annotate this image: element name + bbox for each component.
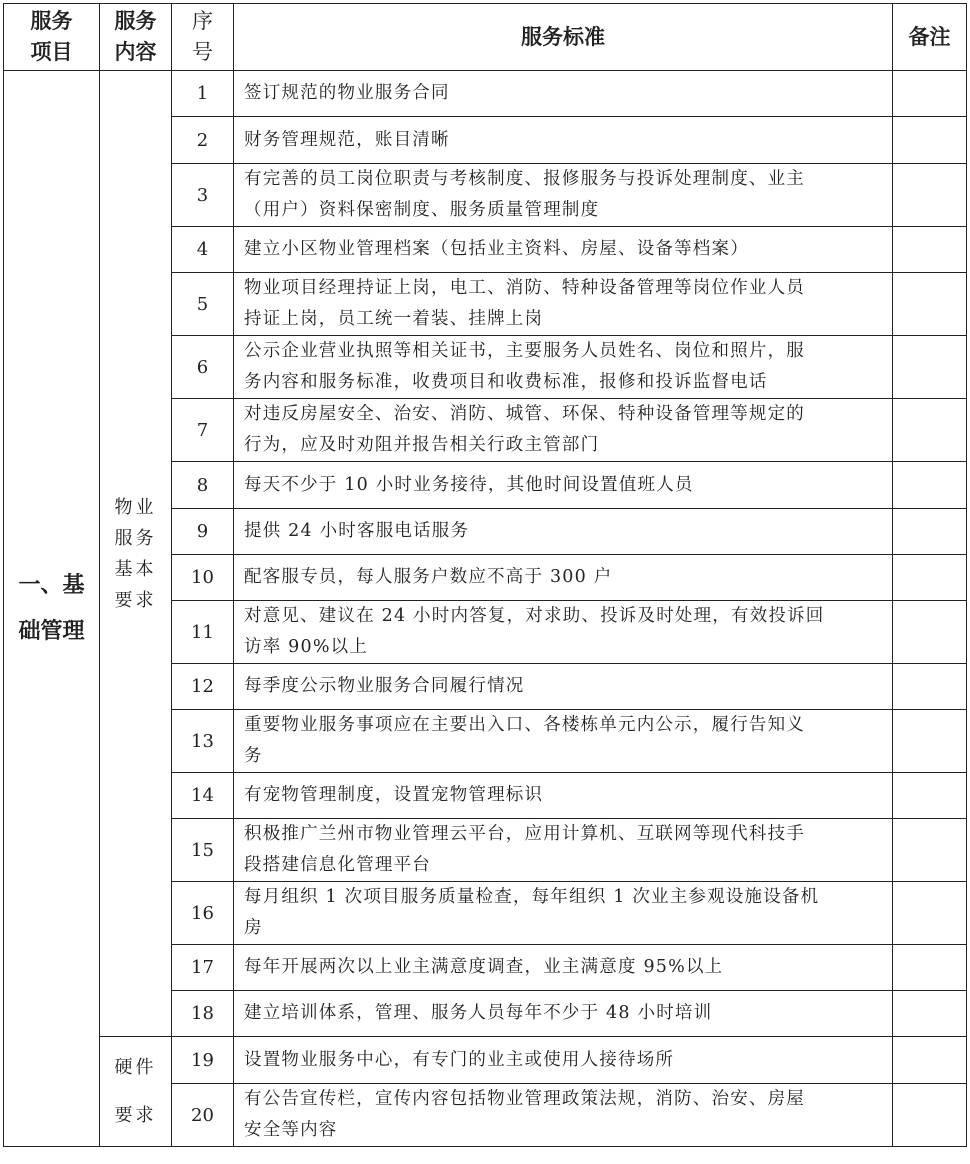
remarks-cell (893, 336, 967, 399)
row-number: 18 (172, 991, 234, 1037)
standard-text (234, 509, 893, 555)
standard-text-line: 访率 90%以上 (244, 637, 369, 657)
service-standard-table (3, 3, 967, 1147)
standard-text (234, 819, 893, 882)
row-number: 20 (172, 1084, 234, 1147)
row-number: 14 (172, 773, 234, 819)
remarks-cell (893, 819, 967, 882)
standard-text (234, 399, 893, 462)
standard-text (234, 336, 893, 399)
header-service-content-line: 服务 (114, 9, 157, 33)
standard-text-line: 签订规范的物业服务合同 (244, 83, 450, 103)
standard-text-line: 每年开展两次以上业主满意度调查，业主满意度 95%以上 (244, 957, 724, 977)
group-cell-hardware-requirements (100, 1037, 172, 1147)
standard-text-line: 有公告宣传栏，宣传内容包括物业管理政策法规，消防、治安、房屋 (244, 1089, 805, 1109)
standard-text (234, 555, 893, 601)
row-number: 3 (172, 164, 234, 227)
standard-text-line: 务 (244, 746, 263, 766)
standard-text (234, 71, 893, 117)
standard-text-line: 房 (244, 918, 263, 938)
remarks-cell (893, 773, 967, 819)
standard-text-line: 每天不少于 10 小时业务接待，其他时间设置值班人员 (244, 474, 694, 495)
remarks-cell (893, 462, 967, 509)
row-number: 6 (172, 336, 234, 399)
standard-text-line: 物业项目经理持证上岗，电工、消防、特种设备管理等岗位作业人员 (244, 278, 805, 298)
standard-text-line: 务内容和服务标准，收费项目和收费标准，报修和投诉监督电话 (244, 372, 768, 392)
header-service-standard: 服务标准 (234, 4, 893, 71)
remarks-cell (893, 164, 967, 227)
category-label: 一、基 (18, 572, 85, 598)
standard-text (234, 462, 893, 509)
table-body (4, 71, 967, 1147)
remarks-cell (893, 71, 967, 117)
standard-text-line: 对意见、建议在 24 小时内答复，对求助、投诉及时处理，有效投诉回 (244, 606, 825, 626)
remarks-cell (893, 710, 967, 773)
row-number: 2 (172, 117, 234, 164)
remarks-cell (893, 273, 967, 336)
group-label: 基本 (114, 558, 157, 580)
standard-text-line: 财务管理规范，账目清晰 (244, 129, 450, 150)
standard-text-line: 建立培训体系，管理、服务人员每年不少于 48 小时培训 (244, 1003, 713, 1023)
remarks-cell (893, 1084, 967, 1147)
standard-text-line: 重要物业服务事项应在主要出入口、各楼栋单元内公示，履行告知义 (244, 715, 805, 735)
standard-text-line: 建立小区物业管理档案（包括业主资料、房屋、设备等档案） (244, 239, 749, 259)
row-number: 16 (172, 882, 234, 945)
row-number: 12 (172, 664, 234, 710)
standard-text (234, 991, 893, 1037)
standard-text (234, 1084, 893, 1147)
group-label: 硬件 (114, 1056, 157, 1078)
remarks-cell (893, 509, 967, 555)
standard-text-line: 积极推广兰州市物业管理云平台，应用计算机、互联网等现代科技手 (244, 824, 805, 844)
standard-text-line: 每月组织 1 次项目服务质量检查，每年组织 1 次业主参观设施设备机 (244, 887, 820, 907)
standard-text (234, 1037, 893, 1084)
standard-text-line: 安全等内容 (244, 1120, 338, 1140)
remarks-cell (893, 1037, 967, 1084)
remarks-cell (893, 227, 967, 273)
remarks-cell (893, 399, 967, 462)
standard-text-line: 段搭建信息化管理平台 (244, 855, 431, 875)
standard-text-line: 公示企业营业执照等相关证书，主要服务人员姓名、岗位和照片，服 (244, 341, 805, 361)
standard-text (234, 117, 893, 164)
header-service-content (100, 4, 172, 71)
standard-text (234, 273, 893, 336)
standard-text-line: 持证上岗，员工统一着装、挂牌上岗 (244, 309, 544, 329)
remarks-cell (893, 882, 967, 945)
standard-text (234, 227, 893, 273)
row-number: 15 (172, 819, 234, 882)
remarks-cell (893, 555, 967, 601)
standard-text (234, 773, 893, 819)
row-number: 7 (172, 399, 234, 462)
header-row (4, 4, 967, 71)
header-service-item-line: 项目 (30, 40, 73, 64)
row-number: 9 (172, 509, 234, 555)
standard-text-line: 有完善的员工岗位职责与考核制度、报修服务与投诉处理制度、业主 (244, 169, 805, 189)
group-label: 服务 (114, 527, 157, 549)
header-service-item (4, 4, 100, 71)
row-number: 11 (172, 601, 234, 664)
standard-text-line: （用户）资料保密制度、服务质量管理制度 (244, 200, 600, 220)
header-remarks: 备注 (893, 4, 967, 71)
standard-text (234, 664, 893, 710)
header-seq-line: 号 (192, 40, 213, 64)
standard-text-line: 提供 24 小时客服电话服务 (244, 521, 470, 541)
standard-text-line: 行为，应及时劝阻并报告相关行政主管部门 (244, 435, 600, 455)
group-cell-basic-requirements (100, 71, 172, 1037)
category-label: 础管理 (18, 618, 85, 644)
header-service-content-line: 内容 (114, 40, 157, 64)
standard-text (234, 601, 893, 664)
standard-text-line: 设置物业服务中心，有专门的业主或使用人接待场所 (244, 1049, 675, 1070)
table-row (4, 71, 967, 117)
remarks-cell (893, 117, 967, 164)
group-label: 要求 (114, 1104, 157, 1126)
remarks-cell (893, 945, 967, 991)
row-number: 5 (172, 273, 234, 336)
standard-text-line: 有宠物管理制度，设置宠物管理标识 (244, 785, 544, 805)
group-label: 要求 (114, 589, 157, 611)
category-cell (4, 71, 100, 1147)
row-number: 13 (172, 710, 234, 773)
row-number: 19 (172, 1037, 234, 1084)
remarks-cell (893, 991, 967, 1037)
remarks-cell (893, 664, 967, 710)
remarks-cell (893, 601, 967, 664)
header-seq (172, 4, 234, 71)
standard-text-line: 配客服专员，每人服务户数应不高于 300 户 (244, 567, 613, 587)
header-seq-line: 序 (192, 9, 213, 33)
table-row (4, 1037, 967, 1084)
row-number: 8 (172, 462, 234, 509)
row-number: 17 (172, 945, 234, 991)
row-number: 4 (172, 227, 234, 273)
standard-text-line: 对违反房屋安全、治安、消防、城管、环保、特种设备管理等规定的 (244, 404, 805, 424)
standard-text (234, 945, 893, 991)
header-service-item-line: 服务 (30, 9, 73, 33)
standard-text (234, 882, 893, 945)
standard-text-line: 每季度公示物业服务合同履行情况 (244, 676, 525, 696)
row-number: 10 (172, 555, 234, 601)
standard-text (234, 710, 893, 773)
group-label: 物业 (114, 496, 157, 518)
standard-text (234, 164, 893, 227)
row-number: 1 (172, 71, 234, 117)
